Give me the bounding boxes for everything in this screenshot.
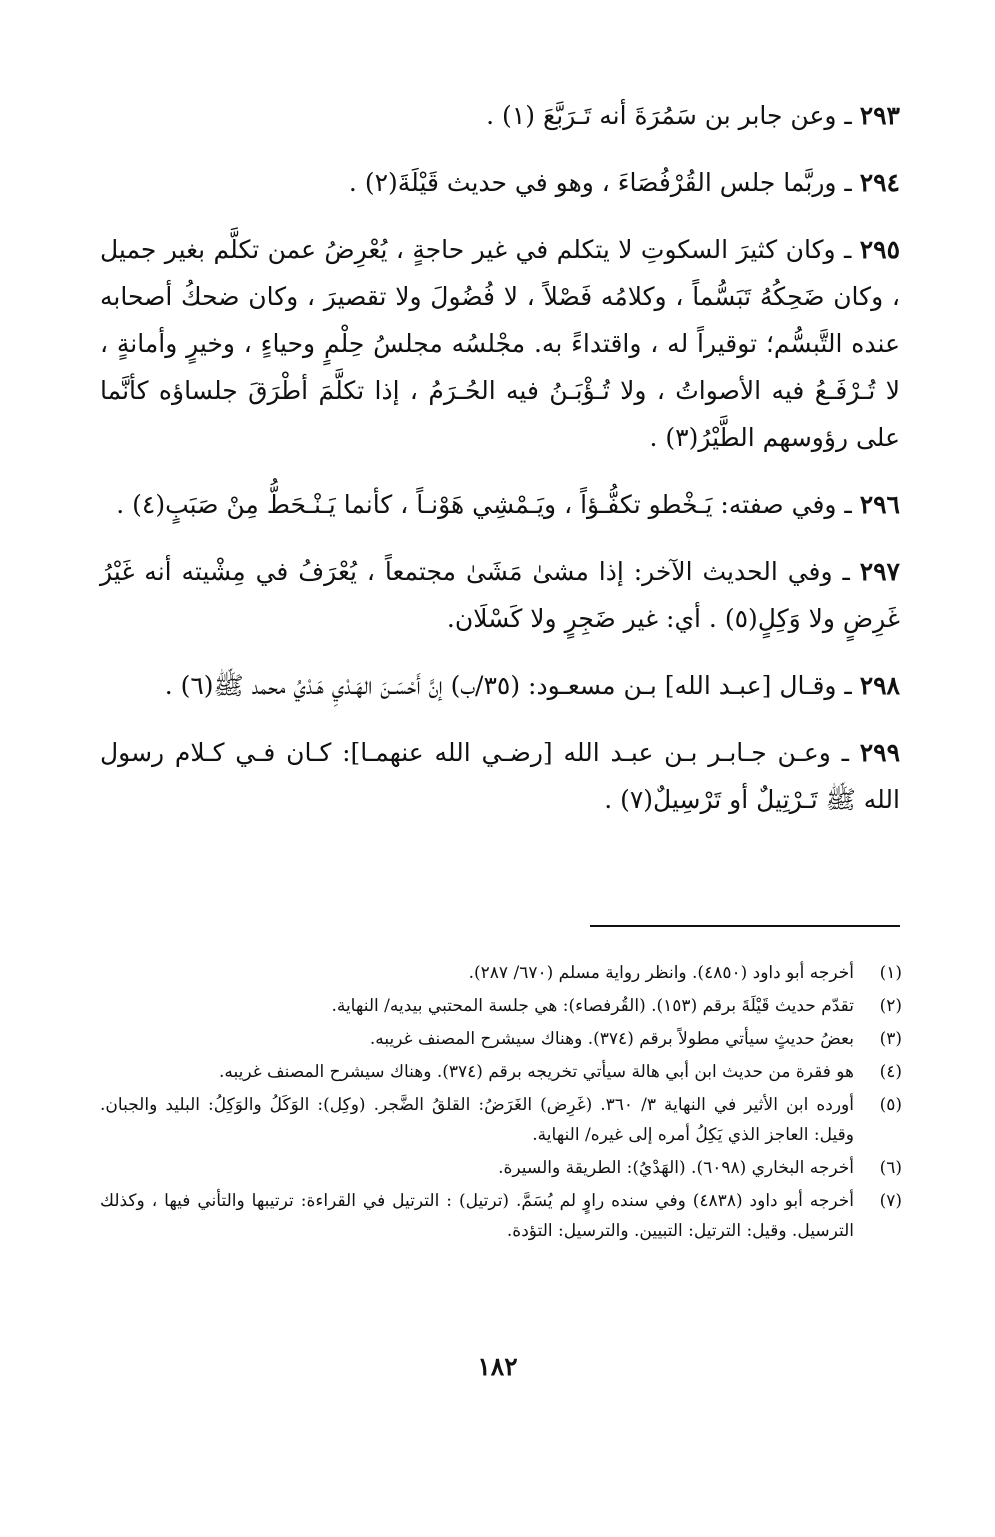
hadith-text: وفي صفته: يَـخْطو تكفُّـؤاً ، ويَـمْشِي هَوْنـاً ، كأنما يَـنْـحَطُّ مِنْ صَبَبٍ(٤) .	[116, 490, 837, 519]
footnote-text: بعضُ حديثٍ سيأتي مطولاً برقم (٣٧٤). وهناك سيشرح المصنف غريبه.	[369, 1029, 854, 1049]
footnote-text: أخرجه أبو داود (٤٨٣٨) وفي سنده راوٍ لم يُسَمَّ. (ترتيل) : الترتيل في القراءة: ترتيبها والتأني فيها ، وكذلك الترسيل. وقيل: الترتيل: التبيين. والترسيل: التؤدة.	[100, 1191, 855, 1241]
hadith-dash: ـ	[835, 235, 852, 264]
hadith-paragraph	[100, 662, 900, 709]
footnote	[100, 1090, 902, 1150]
hadith-text: وفي الحديث الآخر: إذا مشىٰ مَشَىٰ مجتمعاً ، يُعْرَفُ في مِشْيته أنه غَيْرُ غَرِضٍ ولا وَكِلٍ(٥) . أي: غير ضَجِرٍ ولا كَسْلَان.	[100, 557, 900, 633]
hadith-paragraph	[100, 481, 900, 528]
footnote-number: (٥)	[879, 1095, 902, 1115]
main-text-body	[100, 92, 900, 843]
hadith-text: وعن جابر بن سَمُرَةَ أنه تَـرَبَّعَ (١) .	[486, 101, 837, 130]
footnote-text: أخرجه البخاري (٦٠٩٨). (الهَدْيُ): الطريقة والسيرة.	[498, 1158, 854, 1178]
hadith-text: وكان كثيرَ السكوتِ لا يتكلم في غير حاجةٍ ، يُعْرِضُ عمن تكلَّم بغير جميل ، وكان ضَحِكُهُ تَبَسُّماً ، وكلامُه فَصْلاً ، لا فُضُولَ ولا تقصيرَ ، وكان ضحكُ أصحابه عنده التَّبسُّم؛ توقيراً له ، واقتداءً به. مجْلسُه مجلسُ حِلْمٍ وحياءٍ ، وخيرٍ وأمانةٍ ، لا تُـرْفَـعُ فيه الأصواتُ ، ولا تُـؤْبَـنُ فيه الحُـرَمُ ، إذا تكلَّمَ أطْرَقَ جلساؤه كأنَّما على رؤوسهم الطَّيْرُ(٣) .	[100, 235, 900, 452]
footnote	[100, 958, 902, 988]
footnote-separator-line	[590, 925, 900, 927]
hadith-dash: ـ	[836, 490, 852, 519]
hadith-text: وربَّما جلس القُرْفُصَاءَ ، وهو في حديث قَيْلَةَ(٢) .	[348, 168, 837, 197]
hadith-number: ٢٩٨	[859, 671, 900, 700]
footnote	[100, 991, 902, 1021]
footnote-number: (٦)	[879, 1158, 902, 1178]
hadith-text: وقـال [عبـد الله] بـن مسعـود: (٣٥/ب) إنَّ أَحْسَـنَ الهَـدْيِ هَـدْيُ محمد ﷺ(٦) .	[164, 671, 837, 700]
footnote-text: هو فقرة من حديث ابن أبي هالة سيأتي تخريجه برقم (٣٧٤). وهناك سيشرح المصنف غريبه.	[219, 1062, 854, 1082]
hadith-number: ٢٩٤	[859, 168, 900, 197]
hadith-paragraph	[100, 729, 900, 823]
footnote-number: (٣)	[879, 1029, 902, 1049]
hadith-dash: ـ	[830, 738, 849, 767]
footnote-number: (٤)	[879, 1062, 902, 1082]
hadith-dash: ـ	[836, 168, 852, 197]
footnotes-section	[100, 958, 902, 1249]
footnote	[100, 1153, 902, 1183]
footnote	[100, 1024, 902, 1054]
hadith-dash: ـ	[836, 101, 852, 130]
footnote	[100, 1186, 902, 1246]
hadith-number: ٢٩٥	[859, 235, 901, 264]
footnote-text: أورده ابن الأثير في النهاية ٣/ ٣٦٠. (غَرِض) الغَرَضُ: القلقُ الضَّجر. (وكِل): الوَكَلُ والوَكِلُ: البليد والجبان. وقيل: العاجز الذي يَكِلُ أمره إلى غيره/ النهاية.	[100, 1095, 854, 1145]
hadith-paragraph	[100, 92, 900, 139]
hadith-paragraph	[100, 548, 900, 642]
hadith-paragraph	[100, 159, 900, 206]
footnote-text: أخرجه أبو داود (٤٨٥٠). وانظر رواية مسلم (٦٧٠/ ٢٨٧).	[468, 963, 854, 983]
footnote-text: تقدّم حديث قَيْلَةَ برقم (١٥٣). (القُرفصاء): هي جلسة المحتبي بيديه/ النهاية.	[331, 996, 854, 1016]
hadith-number: ٢٩٩	[859, 738, 901, 767]
hadith-dash: ـ	[832, 557, 850, 586]
footnote-number: (٢)	[879, 996, 902, 1016]
hadith-number: ٢٩٣	[859, 101, 900, 130]
footnote-number: (١)	[879, 963, 902, 983]
footnote	[100, 1057, 902, 1087]
hadith-number: ٢٩٦	[859, 490, 900, 519]
hadith-text: وعـن جـابـر بـن عبـد الله [رضـي الله عنهمـا]: كـان فـي كـلام رسول الله ﷺ تَـرْتِيلٌ أو تَرْسِيلٌ(٧) .	[100, 738, 900, 814]
page-number: ١٨٢	[477, 1352, 518, 1381]
hadith-paragraph	[100, 226, 900, 461]
footnote-number: (٧)	[879, 1191, 902, 1211]
hadith-dash: ـ	[836, 671, 852, 700]
hadith-number: ٢٩٧	[859, 557, 900, 586]
